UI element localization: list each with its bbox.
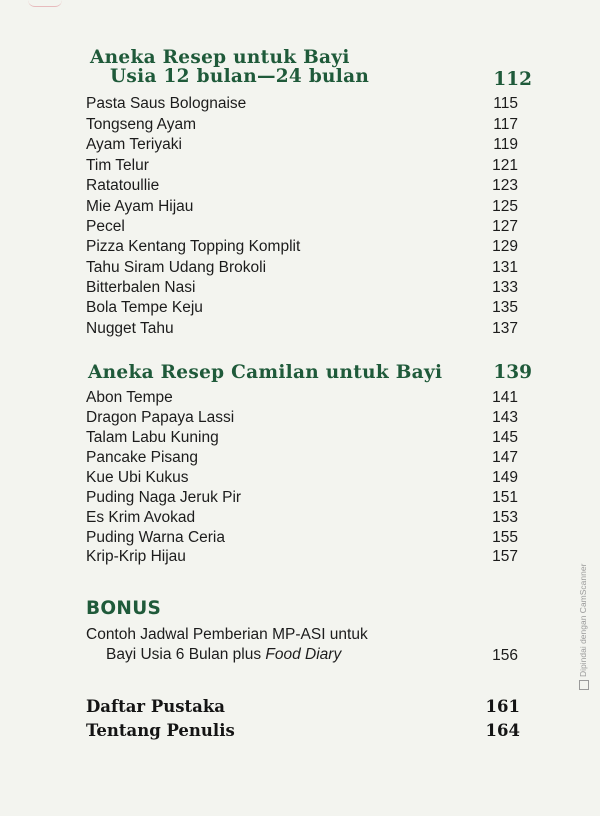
entry-title: Pasta Saus Bolognaise [86, 95, 247, 112]
entry-page: 121 [492, 157, 518, 174]
entry-title: Bola Tempe Keju [86, 299, 203, 316]
watermark-text: Dipindai dengan CamScanner [578, 563, 588, 677]
entry-page: 151 [492, 489, 518, 506]
entry-page: 135 [492, 299, 518, 316]
list-item [86, 278, 518, 298]
entry-page: 149 [492, 469, 518, 486]
entry-page: 127 [492, 218, 518, 235]
list-item [86, 319, 518, 339]
entry-page: 153 [492, 509, 518, 526]
list-item [86, 156, 518, 176]
entry-title: Pecel [86, 218, 125, 235]
entry-title: Abon Tempe [86, 389, 173, 406]
list-item [86, 197, 518, 217]
list-item [86, 94, 518, 114]
bonus-heading: BONUS [86, 598, 162, 619]
entry-title: Krip-Krip Hijau [86, 548, 186, 565]
entry-page: 137 [492, 320, 518, 337]
list-item [86, 237, 518, 257]
list-item [86, 258, 518, 278]
entry-title: Tongseng Ayam [86, 116, 197, 133]
section-heading-line-2: Usia 12 bulan—24 bulan [110, 66, 370, 87]
entry-page: 115 [493, 95, 518, 112]
bonus-entry-italic: Food Diary [265, 646, 342, 663]
list-item [86, 508, 518, 528]
entry-title: Pizza Kentang Topping Komplit [86, 238, 301, 255]
entry-title: Ayam Teriyaki [86, 136, 182, 153]
entry-title: Pancake Pisang [86, 449, 199, 466]
entry-title: Ratatoullie [86, 177, 160, 194]
section-heading: Aneka Resep Camilan untuk Bayi [88, 362, 443, 383]
camscanner-logo-icon [579, 680, 589, 690]
entry-page: 133 [492, 279, 518, 296]
entry-title: Tim Telur [86, 157, 149, 174]
entry-title: Nugget Tahu [86, 320, 174, 337]
entry-title: Bitterbalen Nasi [86, 279, 196, 296]
entry-page: 147 [492, 449, 518, 466]
back-matter-item [86, 720, 520, 742]
entry-title: Talam Labu Kuning [86, 429, 219, 446]
list-item [86, 176, 518, 196]
list-item [86, 448, 518, 468]
entry-page: 145 [492, 429, 518, 446]
entry-title: Puding Naga Jeruk Pir [86, 489, 242, 506]
list-item [86, 468, 518, 488]
scanner-watermark [578, 564, 589, 690]
entry-page: 131 [492, 259, 518, 276]
list-item [86, 217, 518, 237]
entry-page: 155 [492, 529, 518, 546]
list-item [86, 298, 518, 318]
back-matter-item [86, 696, 520, 718]
entry-title: Puding Warna Ceria [86, 529, 225, 546]
list-item [86, 408, 518, 428]
entry-title: Es Krim Avokad [86, 509, 196, 526]
entry-page: 125 [492, 198, 518, 215]
back-matter-page: 161 [485, 697, 520, 716]
entry-title: Kue Ubi Kukus [86, 469, 189, 486]
entry-page: 157 [492, 548, 518, 565]
bonus-entry-line-1: Contoh Jadwal Pemberian MP-ASI untuk [86, 626, 368, 643]
list-item [86, 528, 518, 548]
section-heading-line-1: Aneka Resep untuk Bayi [90, 47, 350, 68]
bonus-entry-text: Bayi Usia 6 Bulan plus [106, 646, 266, 663]
section-page-number: 112 [493, 69, 532, 90]
list-item [86, 388, 518, 408]
section-page-number: 139 [493, 362, 532, 383]
list-item [86, 135, 518, 155]
entry-page: 129 [492, 238, 518, 255]
entry-title: Mie Ayam Hijau [86, 198, 194, 215]
entry-page: 141 [492, 389, 518, 406]
bonus-entry-line-2 [106, 645, 341, 665]
bonus-page-number: 156 [492, 647, 518, 664]
back-matter-title: Tentang Penulis [86, 721, 235, 740]
back-matter-title: Daftar Pustaka [86, 697, 225, 716]
corner-ink-mark [28, 0, 62, 7]
entry-page: 123 [492, 177, 518, 194]
entry-page: 119 [493, 136, 518, 153]
list-item [86, 547, 518, 567]
entry-page: 117 [493, 116, 518, 133]
entry-title: Dragon Papaya Lassi [86, 409, 235, 426]
list-item [86, 488, 518, 508]
entry-page: 143 [492, 409, 518, 426]
entry-title: Tahu Siram Udang Brokoli [86, 259, 267, 276]
list-item [86, 428, 518, 448]
list-item [86, 115, 518, 135]
back-matter-page: 164 [485, 721, 520, 740]
